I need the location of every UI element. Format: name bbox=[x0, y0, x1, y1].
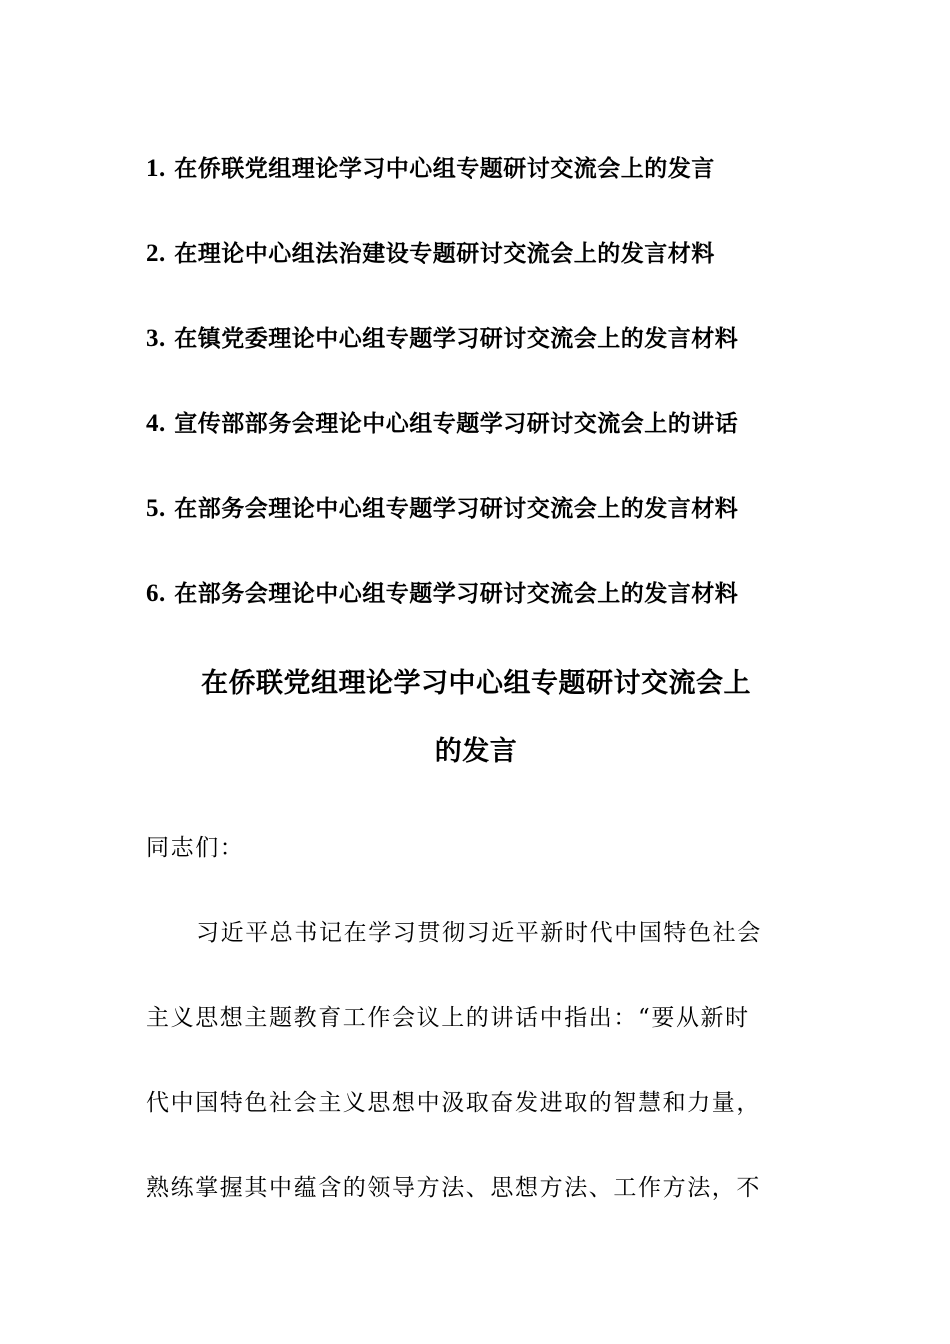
toc-item-text: 在侨联党组理论学习中心组专题研讨交流会上的发言 bbox=[174, 155, 715, 182]
paragraph-line: 熟练掌握其中蕴含的领导方法、思想方法、工作方法，不 bbox=[146, 1175, 761, 1201]
toc-item-number: 3. bbox=[146, 325, 166, 352]
article-title-line: 在侨联党组理论学习中心组专题研讨交流会上 bbox=[201, 668, 751, 699]
paragraph-line: 习近平总书记在学习贯彻习近平新时代中国特色社会 bbox=[196, 920, 762, 946]
toc-item-text: 宣传部部务会理论中心组专题学习研讨交流会上的讲话 bbox=[174, 410, 739, 437]
table-of-contents bbox=[146, 146, 806, 656]
toc-item-number: 6. bbox=[146, 580, 166, 607]
toc-item-text: 在镇党委理论中心组专题学习研讨交流会上的发言材料 bbox=[174, 325, 739, 352]
article-title-line: 的发言 bbox=[434, 736, 518, 767]
toc-item-text: 在部务会理论中心组专题学习研讨交流会上的发言材料 bbox=[174, 495, 739, 522]
toc-item bbox=[146, 571, 806, 656]
toc-item bbox=[146, 316, 806, 401]
toc-item bbox=[146, 231, 806, 316]
toc-item bbox=[146, 486, 806, 571]
salutation: 同志们： bbox=[146, 835, 245, 861]
toc-item-number: 2. bbox=[146, 240, 166, 267]
toc-item-number: 1. bbox=[146, 155, 166, 182]
paragraph-line: 主义思想主题教育工作会议上的讲话中指出：“要从新时 bbox=[146, 1005, 750, 1031]
toc-item bbox=[146, 401, 806, 486]
toc-item-number: 5. bbox=[146, 495, 166, 522]
toc-item-number: 4. bbox=[146, 410, 166, 437]
paragraph-line: 代中国特色社会主义思想中汲取奋发进取的智慧和力量， bbox=[146, 1090, 761, 1116]
toc-item-text: 在理论中心组法治建设专题研讨交流会上的发言材料 bbox=[174, 240, 715, 267]
article-body bbox=[146, 818, 796, 1243]
toc-item-text: 在部务会理论中心组专题学习研讨交流会上的发言材料 bbox=[174, 580, 739, 607]
article-title bbox=[146, 650, 806, 786]
toc-item bbox=[146, 146, 806, 231]
